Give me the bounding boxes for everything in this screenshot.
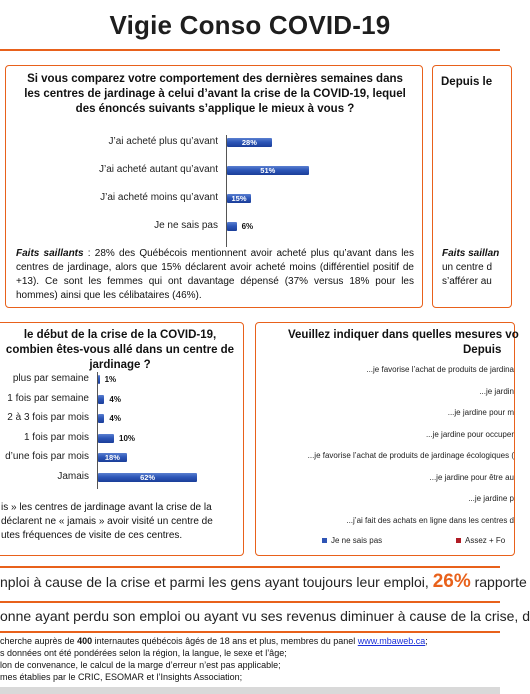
bar-value-label: 10% xyxy=(119,433,136,443)
panel-notes xyxy=(1,501,245,543)
panel-question: Depuis xyxy=(463,344,502,356)
notes-line: utes fréquences de visite de ces centres. xyxy=(1,530,183,541)
bar xyxy=(98,395,104,404)
faits-text: : 28% des Québécois mentionnent avoir acheté plus qu’avant dans les centres de jardinage, alors que 15% déclarent avoir acheté moins (différentiel positif de +13). Ce sont les femmes qui ont davantage dépensé (37% versus 18% pour les hommes) ainsi que les célibataires (46%). xyxy=(16,248,414,301)
bar-category-label: d’une fois par mois xyxy=(5,451,89,462)
legend-label: Je ne sais pas xyxy=(331,536,383,545)
faits-saillants xyxy=(16,247,414,303)
legend-swatch xyxy=(456,538,461,543)
footnote: lon de convenance, le calcul de la marge d’erreur n’est pas applicable; xyxy=(0,660,281,670)
measure-item: ...je favorise l’achat de produits de jardinage écologiques ( xyxy=(307,451,514,460)
panel-visit-frequency xyxy=(0,322,244,556)
bar-value-label: 4% xyxy=(109,414,121,423)
faits-line: s’afférer au xyxy=(442,276,492,287)
footnote xyxy=(0,636,428,647)
bar-value-label: 28% xyxy=(241,138,257,147)
panel-question: Depuis le xyxy=(441,76,493,88)
measure-item: ...je jardine pour être au xyxy=(429,472,514,482)
bar xyxy=(98,434,114,443)
panel-question: le début de la crise de la COVID-19, combien êtes-vous allé dans un centre de jardinage ? xyxy=(5,329,235,371)
section-rule xyxy=(0,631,500,633)
highlight-line xyxy=(0,571,527,593)
bar-category-label: J’ai acheté plus qu’avant xyxy=(108,136,218,147)
footnote-number: 400 xyxy=(77,636,93,646)
legend-item xyxy=(456,536,505,545)
bar-category-label: 1 fois par mois xyxy=(23,431,89,443)
faits-saillants xyxy=(442,247,499,289)
bar-category-label: Jamais xyxy=(57,470,89,482)
bar-category-label: J’ai acheté autant qu’avant xyxy=(99,164,218,175)
bar-category-label: 2 à 3 fois par mois xyxy=(7,412,89,423)
bar-value-label: 15% xyxy=(231,194,247,203)
bar-category-label: 1 fois par semaine xyxy=(7,392,89,404)
highlight-line: onne ayant perdu son emploi ou ayant vu ses revenus diminuer à cause de la crise, d xyxy=(0,608,530,624)
legend-label: Assez + Fo xyxy=(465,536,506,545)
bottom-strip xyxy=(0,687,500,694)
section-rule xyxy=(0,601,500,603)
highlight-percent: 26% xyxy=(432,571,471,592)
faits-line: un centre d xyxy=(442,262,493,273)
bar xyxy=(227,222,237,231)
bar-value-label: 1% xyxy=(104,375,117,384)
bar-value-label: 18% xyxy=(104,453,120,462)
notes-line: is » les centres de jardinage avant la crise de la xyxy=(1,502,212,513)
measure-item: ...je jardine p xyxy=(468,494,514,503)
footnote-text: ; xyxy=(425,636,428,646)
panel-purchase-comparison xyxy=(5,65,423,308)
bar-category-label: J’ai acheté moins qu’avant xyxy=(100,192,218,203)
measure-item: ...je favorise l’achat de produits de jardina xyxy=(366,365,514,374)
measure-item: ...j’ai fait des achats en ligne dans les centres d xyxy=(346,515,514,525)
legend-item xyxy=(322,536,382,545)
bar-value-label: 62% xyxy=(140,472,156,482)
bar xyxy=(98,414,104,423)
panel-question: Veuillez indiquer dans quelles mesures vo xyxy=(288,329,519,341)
panel-question: Si vous comparez votre comportement des dernières semaines dans les centres de jardinage à celui d’avant la crise de la COVID-19, lequel des énoncés suivants s’applique le mieux à vous ? xyxy=(24,73,406,115)
faits-label: Faits saillants xyxy=(16,248,84,259)
measure-item: ...je jardin xyxy=(479,386,514,396)
bar-value-label: 4% xyxy=(109,394,121,404)
notes-line: déclarent ne « jamais » avoir visité un centre de xyxy=(1,516,213,527)
footnote-text: internautes québécois âgés de 18 ans et plus, membres du panel xyxy=(92,636,358,646)
bar xyxy=(98,375,100,384)
bar-category-label: plus par semaine xyxy=(12,373,89,384)
bar-value-label: 51% xyxy=(260,166,276,175)
title-rule xyxy=(0,49,500,51)
bar-value-label: 6% xyxy=(241,222,254,231)
highlight-text: rapporte xyxy=(470,574,527,590)
faits-label: Faits saillan xyxy=(442,248,500,259)
footnote-text: cherche auprès de xyxy=(0,636,78,646)
highlight-text: nploi à cause de la crise et parmi les gens ayant toujours leur emploi, xyxy=(0,574,433,590)
footnote: s données ont été pondérées selon la région, la langue, le sexe et l’âge; xyxy=(0,648,287,658)
section-rule xyxy=(0,566,500,568)
page-title: Vigie Conso COVID-19 xyxy=(109,10,391,40)
legend-swatch xyxy=(322,538,327,543)
footnote: mes établies par le CRIC, ESOMAR et l’Insights Association; xyxy=(0,672,243,682)
panel-link[interactable]: www.mbaweb.ca xyxy=(357,636,426,646)
bar-category-label: Je ne sais pas xyxy=(154,220,218,231)
chart-axis xyxy=(97,372,98,489)
measure-item: ...je jardine pour m xyxy=(447,408,514,417)
panel-gardening-measures xyxy=(255,322,519,556)
panel-clipped-right xyxy=(432,65,512,308)
measure-item: ...je jardine pour occuper xyxy=(425,429,514,439)
